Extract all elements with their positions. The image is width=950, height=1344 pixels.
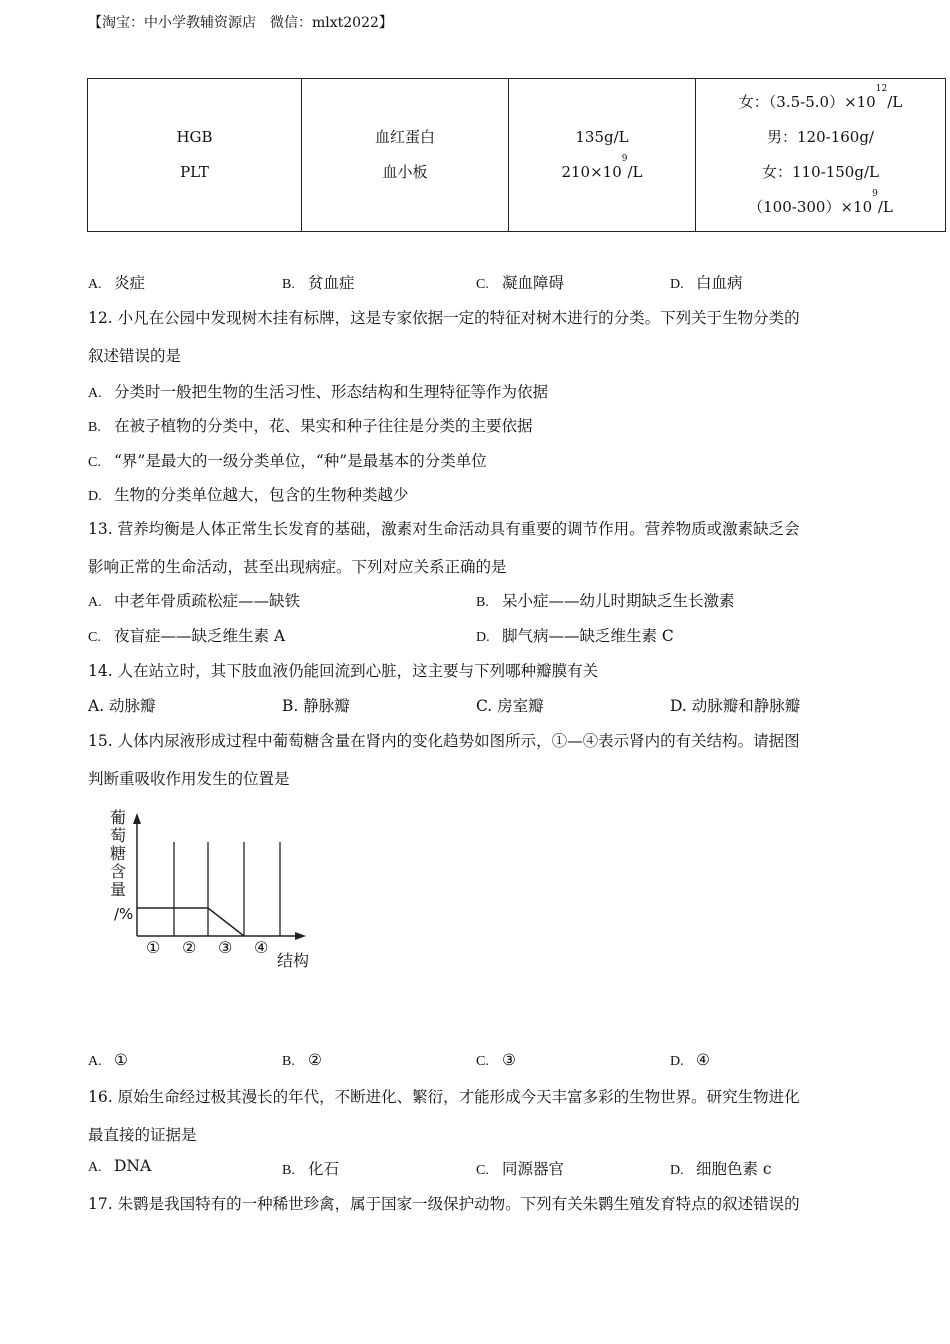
q13-stem-line1: 13. 营养均衡是人体正常生长发育的基础，激素对生命活动具有重要的调节作用。营养物质或激素缺乏会 xyxy=(88,520,800,538)
q13-stem-line2: 影响正常的生命活动，甚至出现病症。下列对应关系正确的是 xyxy=(88,558,507,576)
q12-option-c[interactable]: C. “界”是最大的一级分类单位，“种”是最基本的分类单位 xyxy=(88,452,487,470)
table-cell-reference: 女：$(3.5-5.0)\times 10^{12}/L$ 男：120-160g/ 女：110-150g/L $(100-300)\times 10^9/L$ xyxy=(696,79,946,232)
q15-option-c[interactable]: C. ③ xyxy=(476,1051,516,1069)
page-header: 【淘宝：中小学教辅资源店 微信：mlxt2022】 xyxy=(88,15,393,31)
q14-stem: 14. 人在站立时，其下肢血液仍能回流到心脏，这主要与下列哪种瓣膜有关 xyxy=(88,662,599,680)
svg-text:含: 含 xyxy=(110,862,127,881)
q15-option-b[interactable]: B. ② xyxy=(282,1051,322,1069)
q13-option-c[interactable]: C. 夜盲症——缺乏维生素 A xyxy=(88,627,286,645)
q11-option-a[interactable]: A. 炎症 xyxy=(88,274,146,292)
y-axis-arrow xyxy=(133,813,141,824)
q12-option-d[interactable]: D. 生物的分类单位越大，包含的生物种类越少 xyxy=(88,486,409,504)
q12-option-b[interactable]: B. 在被子植物的分类中，花、果实和种子往往是分类的主要依据 xyxy=(88,417,533,435)
q12-stem-line1: 12. 小凡在公园中发现树木挂有标牌，这是专家依据一定的特征对树木进行的分类。下列关于生物分类的 xyxy=(88,309,800,327)
table-cell-abbreviation: HGB PLT xyxy=(88,79,302,232)
svg-text:糖: 糖 xyxy=(110,844,127,863)
q14-option-c[interactable]: C. 房室瓣 xyxy=(476,697,544,715)
structure-labels xyxy=(146,938,268,957)
table-cell-measured: 135g/L $210\times 10^9/L$ xyxy=(509,79,696,232)
structure-label-4: ④ xyxy=(254,938,269,957)
q16-option-c[interactable]: C. 同源器官 xyxy=(476,1160,565,1178)
q14-option-d[interactable]: D. 动脉瓣和静脉瓣 xyxy=(670,697,801,715)
x-axis-arrow xyxy=(295,932,306,940)
structure-label-2: ② xyxy=(182,938,197,957)
q12-stem-line2: 叙述错误的是 xyxy=(88,347,182,365)
y-axis-label xyxy=(110,808,133,923)
q13-option-b[interactable]: B. 呆小症——幼儿时期缺乏生长激素 xyxy=(476,592,735,610)
q16-option-a[interactable]: A. DNA xyxy=(88,1157,152,1175)
q16-stem-line1: 16. 原始生命经过极其漫长的年代，不断进化、繁衍，才能形成今天丰富多彩的生物世界。研究生物进化 xyxy=(88,1088,800,1106)
structure-label-3: ③ xyxy=(218,938,233,957)
q15-stem-line1: 15. 人体内尿液形成过程中葡萄糖含量在肾内的变化趋势如图所示，①—④表示肾内的有关结构。请据图 xyxy=(88,732,800,750)
q15-stem-line2: 判断重吸收作用发生的位置是 xyxy=(88,770,290,788)
q14-option-b[interactable]: B. 静脉瓣 xyxy=(282,697,350,715)
svg-text:萄: 萄 xyxy=(110,826,127,845)
table-cell-name: 血红蛋白 血小板 xyxy=(302,79,509,232)
svg-text:葡: 葡 xyxy=(110,808,127,827)
glucose-kidney-figure xyxy=(100,800,330,980)
q12-option-a[interactable]: A. 分类时一般把生物的生活习性、形态结构和生理特征等作为依据 xyxy=(88,383,549,401)
q16-option-d[interactable]: D. 细胞色素 c xyxy=(670,1160,772,1178)
svg-text:量: 量 xyxy=(110,880,127,899)
q13-option-a[interactable]: A. 中老年骨质疏松症——缺铁 xyxy=(88,592,301,610)
blood-test-table xyxy=(87,78,946,232)
q15-option-d[interactable]: D. ④ xyxy=(670,1051,710,1069)
q17-stem-line1: 17. 朱鹮是我国特有的一种稀世珍禽，属于国家一级保护动物。下列有关朱鹮生殖发育特点的叙述错误的 xyxy=(88,1195,800,1213)
q13-option-d[interactable]: D. 脚气病——缺乏维生素 C xyxy=(476,627,674,645)
glucose-trend-line xyxy=(137,908,244,936)
q16-stem-line2: 最直接的证据是 xyxy=(88,1126,197,1144)
q11-option-d[interactable]: D. 白血病 xyxy=(670,274,743,292)
structure-label-1: ① xyxy=(146,938,161,957)
q15-option-a[interactable]: A. ① xyxy=(88,1051,128,1069)
svg-text:/%: /% xyxy=(114,905,134,923)
q16-option-b[interactable]: B. 化石 xyxy=(282,1160,340,1178)
q11-option-c[interactable]: C. 凝血障碍 xyxy=(476,274,565,292)
q14-option-a[interactable]: A. 动脉瓣 xyxy=(88,697,156,715)
x-axis-label: 结构 xyxy=(277,951,310,970)
table-row xyxy=(88,79,946,232)
q11-option-b[interactable]: B. 贫血症 xyxy=(282,274,355,292)
